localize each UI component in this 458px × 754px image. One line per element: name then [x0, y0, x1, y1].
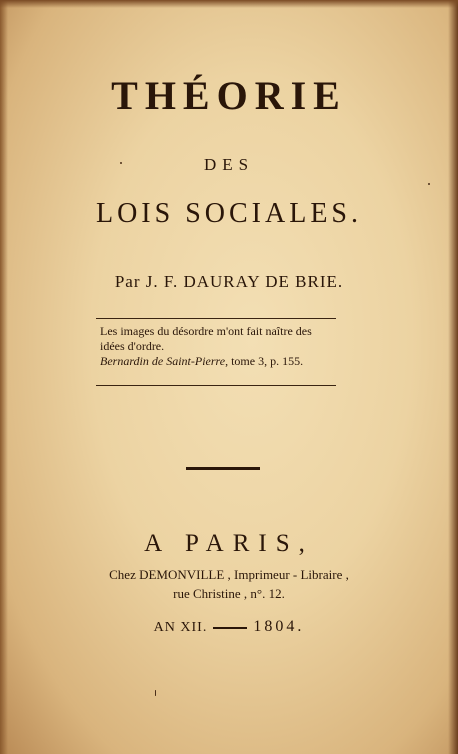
epigraph-line-1: Les images du désordre m'ont fait naître des [100, 324, 312, 338]
page-edge-top [0, 0, 458, 8]
title-line-2: DES [203, 155, 255, 174]
title-line-1: THÉORIE [111, 73, 347, 118]
epigraph-reference: , tome 3, p. 155. [225, 354, 304, 368]
rule-top [96, 318, 336, 319]
imprint-address: rue Christine , n°. 12. [173, 586, 285, 601]
foxing-speck [428, 183, 430, 185]
rule-bottom [96, 385, 336, 386]
foxing-speck [120, 162, 122, 164]
foxing-speck [155, 690, 156, 696]
title-line-3: LOIS SOCIALES. [95, 198, 362, 229]
epigraph [100, 324, 348, 369]
ornament-rule [186, 467, 260, 470]
year-label: AN XII. [153, 620, 208, 635]
date-dash [213, 627, 247, 629]
year: 1804. [253, 618, 305, 635]
epigraph-attribution: Bernardin de Saint-Pierre [100, 354, 226, 368]
epigraph-citation [100, 354, 348, 369]
imprint-city: A PARIS, [144, 530, 314, 557]
imprint-date [0, 618, 458, 636]
epigraph-line-2: idées d'ordre. [100, 339, 165, 353]
author-line: Par J. F. DAURAY DE BRIE. [114, 272, 344, 291]
imprint-publisher: Chez DEMONVILLE , Imprimeur - Libraire , [109, 567, 349, 582]
